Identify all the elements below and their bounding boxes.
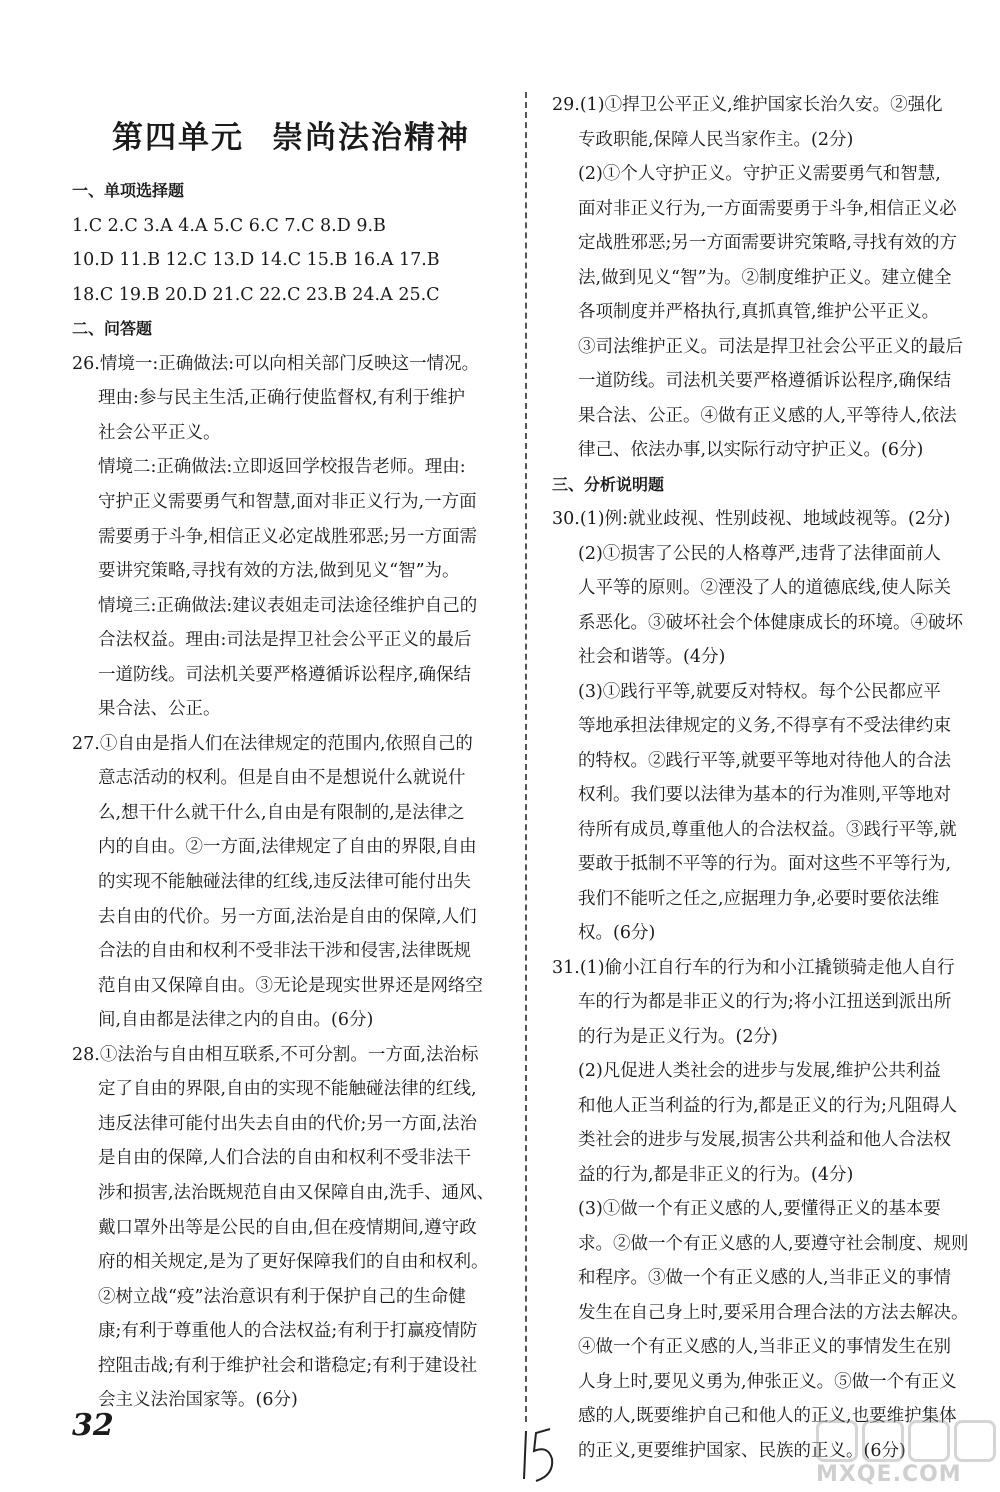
column-divider	[525, 92, 527, 1422]
answer-line: 1.C 2.C 3.A 4.A 5.C 6.C 7.C 8.D 9.B	[72, 215, 386, 236]
answer-line: 法,做到见义“智”为。②制度维护正义。建立健全	[578, 267, 952, 288]
answer-line: (2)①损害了公民的人格尊严,违背了法律面前人	[578, 543, 941, 564]
answer-line: 要敢于抵制不平等的行为。面对这些不平等行为,	[578, 854, 952, 874]
answer-line: 一道防线。司法机关要严格遵循诉讼程序,确保结	[578, 371, 952, 391]
answer-line: 我们不能听之任之,应据理力争,必要时要依法维	[578, 888, 940, 909]
answer-line: 康;有利于尊重他人的合法权益;有利于打赢疫情防	[98, 1321, 478, 1342]
answer-line: 30.(1)例:就业歧视、性别歧视、地域歧视等。(2分)	[552, 509, 951, 529]
answer-line: 果合法、公正。④做有正义感的人,平等待人,依法	[578, 405, 957, 426]
page-number: 32	[72, 1408, 114, 1443]
answer-line: 26.情境一:正确做法:可以向相关部门反映这一情况。	[72, 353, 480, 374]
answer-line: 28.①法治与自由相互联系,不可分割。一方面,法治标	[72, 1044, 479, 1065]
answer-line: 等地承担法律规定的义务,不得享有不受法律约束	[578, 716, 952, 736]
answer-line: 府的相关规定,是为了更好保障我们的自由和权利。	[98, 1252, 489, 1273]
section-heading: 一、单项选择题	[72, 181, 185, 200]
answer-line: 要讲究策略,寻找有效的方法,做到见义“智”为。	[98, 561, 460, 582]
answer-line: 感的人,既要维护自己和他人的正义,也要维护集体	[578, 1406, 957, 1426]
answer-line: 车的行为都是非正义的行为;将小江扭送到派出所	[578, 992, 952, 1012]
answer-line: 社会和谐等。(4分)	[578, 647, 726, 667]
answer-line: 系恶化。③破坏社会个体健康成长的环境。④破坏	[578, 612, 963, 633]
watermark-glyph-icon	[862, 1420, 904, 1462]
answer-line: 人身上时,要见义勇为,伸张正义。⑤做一个有正义	[578, 1371, 957, 1392]
answer-line: 内的自由。②一方面,法律规定了自由的界限,自由	[98, 837, 477, 858]
answer-line: 权利。我们要以法律为基本的行为准则,平等地对	[578, 785, 952, 805]
answer-line: 控阻击战;有利于维护社会和谐稳定;有利于建设社	[98, 1355, 478, 1376]
answer-line: 涉和损害,法治既规范自由又保障自由,洗手、通风、	[98, 1182, 495, 1203]
answer-line: 益的行为,都是非正义的行为。(4分)	[578, 1164, 854, 1185]
answer-line: 合法权益。理由:司法是捍卫社会公平正义的最后	[98, 630, 472, 651]
answer-line: 发生在自己身上时,要采用合理合法的方法去解决。	[578, 1302, 969, 1323]
answer-line: 理由:参与民主生活,正确行使监督权,有利于维护	[98, 388, 466, 409]
handwritten-note-15	[520, 1425, 560, 1485]
answer-line: 会主义法治国家等。(6分)	[98, 1390, 298, 1411]
answer-line: 合法的自由和权利不受非法干涉和侵害,法律既规	[98, 941, 472, 962]
unit-title-name: 崇尚法治精神	[272, 120, 470, 156]
answer-line: 范自由又保障自由。③无论是现实世界还是网络空	[98, 975, 483, 996]
answer-line: 去自由的代价。另一方面,法治是自由的保障,人们	[98, 906, 477, 927]
answer-line: 和他人正当利益的行为,都是正义的行为;凡阻碍人	[578, 1095, 957, 1116]
answer-line: 是自由的保障,人们合法的自由和权利不受非法干	[98, 1148, 472, 1169]
section-heading: 三、分析说明题	[552, 474, 665, 494]
answer-line: 情境二:正确做法:立即返回学校报告老师。理由:	[98, 457, 466, 478]
answer-line: 18.C 19.B 20.D 21.C 22.C 23.B 24.A 25.C	[72, 284, 440, 305]
answer-line: 需要勇于斗争,相信正义必定战胜邪恶;另一方面需	[98, 526, 477, 547]
answer-line: 社会公平正义。	[98, 422, 221, 443]
answer-line: 31.(1)偷小江自行车的行为和小江撬锁骑走他人自行	[552, 957, 955, 978]
answer-line: 的特权。②践行平等,就要平等地对待他人的合法	[578, 750, 952, 771]
answer-line: ②树立战“疫”法治意识有利于保护自己的生命健	[98, 1286, 466, 1307]
answer-line: 和程序。③做一个有正义感的人,当非正义的事情	[578, 1268, 952, 1288]
answer-line: 一道防线。司法机关要严格遵循诉讼程序,确保结	[98, 664, 472, 685]
answer-line: 的正义,更要维护国家、民族的正义。(6分)	[578, 1440, 906, 1461]
answer-line: 守护正义需要勇气和智慧,面对非正义行为,一方面	[98, 491, 477, 512]
answer-line: 专政职能,保障人民当家作主。(2分)	[578, 129, 854, 150]
watermark-logo	[816, 1420, 996, 1488]
answer-line: 27.①自由是指人们在法律规定的范围内,依照自己的	[72, 733, 473, 754]
answer-line: 定战胜邪恶;另一方面需要讲究策略,寻找有效的方	[578, 233, 957, 253]
answer-line: 的行为是正义行为。(2分)	[578, 1026, 778, 1047]
section-heading: 二、问答题	[72, 319, 153, 339]
answer-line: 律己、依法办事,以实际行动守护正义。(6分)	[578, 440, 924, 460]
answer-line: 各项制度并严格执行,真抓真管,维护公平正义。	[578, 302, 940, 322]
answer-line: 求。②做一个有正义感的人,要遵守社会制度、规则	[578, 1233, 969, 1254]
answer-line: 人平等的原则。②湮没了人的道德底线,使人际关	[578, 578, 952, 598]
answer-line: 的实现不能触碰法律的红线,违反法律可能付出失	[98, 872, 472, 892]
answer-line: 面对非正义行为,一方面需要勇于斗争,相信正义必	[578, 198, 957, 219]
unit-title	[72, 112, 510, 157]
answer-line: ④做一个有正义感的人,当非正义的事情发生在别	[578, 1337, 952, 1357]
answer-line: 类社会的进步与发展,损害公共利益和他人合法权	[578, 1130, 952, 1150]
answer-line: 违反法律可能付出失去自由的代价;另一方面,法治	[98, 1113, 477, 1134]
answer-line: 间,自由都是法律之内的自由。(6分)	[98, 1010, 374, 1031]
answer-line: 情境三:正确做法:建议表姐走司法途径维护自己的	[98, 595, 478, 616]
watermark-text: MXQE.COM	[816, 1462, 962, 1487]
answer-line: (2)①个人守护正义。守护正义需要勇气和智慧,	[578, 164, 941, 184]
watermark-glyph-icon	[908, 1420, 950, 1462]
answer-line: 么,想干什么就干什么,自由是有限制的,是法律之	[98, 802, 465, 823]
answer-line: 果合法、公正。	[98, 699, 221, 720]
answer-line: 10.D 11.B 12.C 13.D 14.C 15.B 16.A 17.B	[72, 250, 440, 271]
answer-line: ③司法维护正义。司法是捍卫社会公平正义的最后	[578, 336, 963, 357]
answer-line: 意志活动的权利。但是自由不是想说什么就说什	[98, 768, 466, 789]
unit-title-number: 第四单元	[112, 120, 244, 156]
answer-line: 权。(6分)	[578, 923, 656, 943]
answer-line: 29.(1)①捍卫公平正义,维护国家长治久安。②强化	[552, 95, 943, 115]
answer-line: (2)凡促进人类社会的进步与发展,维护公共利益	[578, 1061, 941, 1081]
watermark-glyph-icon	[954, 1420, 996, 1462]
answer-line: (3)①践行平等,就要反对特权。每个公民都应平	[578, 681, 941, 702]
answer-line: 待所有成员,尊重他人的合法权益。③践行平等,就	[578, 819, 957, 840]
watermark-glyph-icon	[816, 1420, 858, 1462]
answer-line: (3)①做一个有正义感的人,要懂得正义的基本要	[578, 1199, 941, 1219]
answer-line: 戴口罩外出等是公民的自由,但在疫情期间,遵守政	[98, 1217, 477, 1238]
answer-line: 定了自由的界限,自由的实现不能触碰法律的红线,	[98, 1079, 477, 1100]
